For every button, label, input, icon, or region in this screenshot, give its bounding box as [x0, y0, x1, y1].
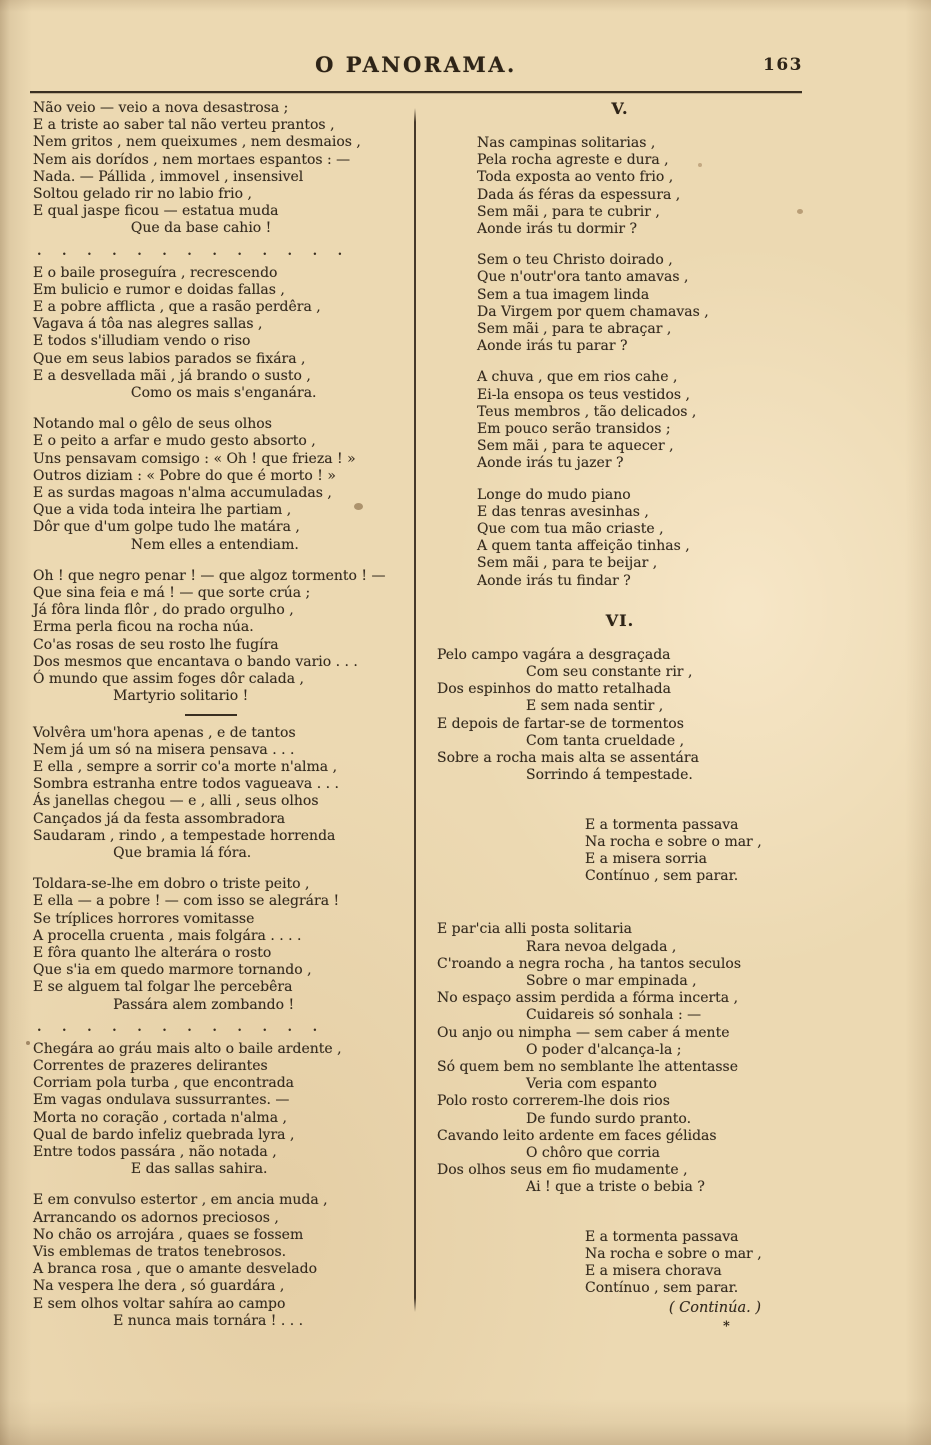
- poem-line: Ó mundo que assim foges dôr calada ,: [33, 671, 304, 688]
- poem-line: Uns pensavam comsigo : « Oh ! que frieza ! »: [33, 450, 356, 467]
- poem-line: Dôr que d'um golpe tudo lhe matára ,: [33, 519, 300, 536]
- poem-line: Vagava á tôa nas alegres sallas ,: [33, 316, 263, 333]
- poem-line: O chôro que corria: [437, 1144, 660, 1161]
- poem-line: C'roando a negra rocha , ha tantos seculos: [437, 955, 742, 972]
- poem-line: Soltou gelado rir no labio frio ,: [33, 186, 252, 203]
- poem-line: E o peito a arfar e mudo gesto absorto ,: [33, 433, 316, 450]
- poem-stanza: [477, 369, 803, 472]
- poem-line: No chão os arrojára , quaes se fossem: [33, 1226, 304, 1243]
- poem-line: Não veio — veio a nova desastrosa ;: [33, 100, 289, 116]
- poem-line: A procella cruenta , mais folgára . . . .: [33, 927, 302, 944]
- poem-line: E fôra quanto lhe alterára o rosto: [33, 944, 272, 961]
- poem-line: Cavando leito ardente em faces gélidas: [437, 1127, 717, 1144]
- poem-line: Nas campinas solitarias ,: [477, 135, 656, 151]
- poem-line: Sem mãi , para te abraçar ,: [477, 321, 672, 338]
- poem-line: Co'as rosas de seu rosto lhe fugíra: [33, 636, 279, 653]
- poem-line: A branca rosa , que o amante desvelado: [33, 1261, 317, 1278]
- poem-stanza: [33, 1192, 413, 1330]
- poem-line: E o baile proseguíra , recrescendo: [33, 264, 278, 281]
- poem-line: E depois de fartar-se de tormentos: [437, 715, 684, 732]
- poem-line: Chegára ao gráu mais alto o baile ardente ,: [33, 1040, 342, 1057]
- poem-line: Em vagas ondulava sussurrantes. —: [33, 1092, 290, 1109]
- poem-line: Pela rocha agreste e dura ,: [477, 152, 669, 169]
- poem-line: E ella — a pobre ! — com isso se alegrára !: [33, 893, 340, 910]
- poem-line: Nem elles a entendiam.: [33, 536, 299, 553]
- poem-line: Que a vida toda inteira lhe partiam ,: [33, 502, 292, 519]
- poem-line: Ou anjo ou nimpha — sem caber á mente: [437, 1024, 730, 1041]
- poem-line: Sem a tua imagem linda: [477, 286, 650, 303]
- poem-line: Dada ás féras da espessura ,: [477, 186, 681, 203]
- poem-line: E nunca mais tornára ! . . .: [33, 1312, 304, 1329]
- poem-line: E a misera chorava: [585, 1262, 722, 1279]
- ink-blot: [26, 1041, 30, 1045]
- poem-line: Longe do mudo piano: [477, 486, 631, 503]
- footnote-mark: *: [723, 1319, 730, 1335]
- poem-line: E a triste ao saber tal não verteu prantos ,: [33, 117, 335, 134]
- poem-line: Que s'ia em quedo marmore tornando ,: [33, 962, 312, 979]
- poem-line: Que com tua mão criaste ,: [477, 521, 664, 538]
- poem-line: Passára alem zombando !: [33, 996, 295, 1013]
- poem-line: Ás janellas chegou — e , alli , seus olhos: [33, 793, 319, 810]
- poem-line: Contínuo , sem parar.: [585, 868, 739, 885]
- poem-line: Martyrio solitario !: [33, 688, 249, 705]
- continuation-note: ( Continúa. ): [668, 1300, 761, 1317]
- section-heading: VI.: [605, 610, 635, 630]
- poem-line: E todos s'illudiam vendo o riso: [33, 333, 251, 350]
- page-title: O PANORAMA.: [315, 52, 517, 77]
- poem-line: Cançados já da festa assombradora: [33, 810, 286, 827]
- column-divider: [414, 108, 416, 1312]
- poem-line: Sobre o mar empinada ,: [437, 972, 697, 989]
- poem-line: Já fôra linda flôr , do prado orgulho ,: [33, 602, 294, 619]
- page-number: 163: [763, 55, 803, 75]
- poem-line: Erma perla ficou na rocha núa.: [33, 619, 254, 636]
- poem-line: Pelo campo vagára a desgraçada: [437, 646, 671, 663]
- poem-line: A quem tanta affeição tinhas ,: [477, 538, 690, 555]
- poem-line: Notando mal o gêlo de seus olhos: [33, 416, 272, 433]
- poem-refrain: [585, 817, 803, 886]
- poem-line: Aonde irás tu parar ?: [477, 338, 628, 355]
- poem-line: O poder d'alcança-la ;: [437, 1041, 682, 1058]
- poem-line: E sem nada sentir ,: [437, 698, 664, 715]
- poem-line: Que bramia lá fóra.: [33, 844, 252, 861]
- poem-line: Nem ais dorídos , nem mortaes espantos : —: [33, 151, 351, 168]
- poem-line: Saudaram , rindo , a tempestade horrenda: [33, 827, 336, 844]
- poem-line: A chuva , que em rios cahe ,: [477, 369, 678, 386]
- poem-line: Aonde irás tu jazer ?: [477, 455, 624, 472]
- ellipsis-separator: . . . . . . . . . . . . .: [37, 243, 343, 259]
- left-column: [33, 100, 413, 1330]
- poem-line: Entre todos passára , não notada ,: [33, 1143, 277, 1160]
- poem-stanza: [33, 725, 413, 863]
- poem-line: E a tormenta passava: [585, 816, 739, 833]
- poem-line: Sombra estranha entre todos vagueava . . .: [33, 776, 339, 793]
- poem-refrain: [585, 1229, 803, 1298]
- poem-stanza: [33, 265, 413, 403]
- poem-line: Se tríplices horrores vomitasse: [33, 910, 255, 927]
- poem-line: Com seu constante rir ,: [437, 664, 693, 681]
- poem-line: Contínuo , sem parar.: [585, 1280, 739, 1297]
- ellipsis-separator: . . . . . . . . . . . .: [37, 1019, 318, 1035]
- poem-stanza: [33, 1041, 413, 1179]
- poem-line: Dos espinhos do matto retalhada: [437, 681, 671, 698]
- poem-line: E a desvellada mãi , já brando o susto ,: [33, 367, 311, 384]
- section-heading: V.: [611, 99, 629, 118]
- poem-line: Sem mãi , para te beijar ,: [477, 555, 658, 572]
- poem-line: E das tenras avesinhas ,: [477, 503, 649, 520]
- poem-line: Que sina feia e má ! — que sorte crúa ;: [33, 585, 311, 602]
- poem-line: E em convulso estertor , em ancia muda ,: [33, 1192, 328, 1209]
- poem-line: Ei-la ensopa os teus vestidos ,: [477, 386, 690, 403]
- poem-line: Na rocha e sobre o mar ,: [585, 833, 762, 850]
- poem-line: Sorrindo á tempestade.: [437, 767, 693, 784]
- poem-stanza: [477, 135, 803, 238]
- poem-line: Como os mais s'enganára.: [33, 385, 317, 402]
- poem-line: Veria com espanto: [437, 1076, 657, 1093]
- poem-line: Dos olhos seus em fio mudamente ,: [437, 1162, 688, 1179]
- poem-stanza: [437, 921, 803, 1196]
- poem-line: Sobre a rocha mais alta se assentára: [437, 750, 699, 767]
- poem-line: Teus membros , tão delicados ,: [477, 403, 697, 420]
- poem-line: Toldara-se-lhe em dobro o triste peito ,: [33, 876, 310, 893]
- poem-line: De fundo surdo pranto.: [437, 1110, 692, 1127]
- poem-line: Arrancando os adornos preciosos ,: [33, 1209, 279, 1226]
- poem-line: Dos mesmos que encantava o bando vario . . .: [33, 653, 358, 670]
- poem-line: E a pobre afflicta , que a rasão perdêra ,: [33, 299, 321, 316]
- poem-stanza: [33, 416, 413, 554]
- poem-line: E a tormenta passava: [585, 1228, 739, 1245]
- poem-line: E sem olhos voltar sahíra ao campo: [33, 1295, 286, 1312]
- poem-line: Rara nevoa delgada ,: [437, 938, 677, 955]
- poem-line: E a misera sorria: [585, 850, 708, 867]
- poem-line: Oh ! que negro penar ! — que algoz tormento ! —: [33, 567, 386, 584]
- poem-line: Nem gritos , nem queixumes , nem desmaios ,: [33, 134, 361, 151]
- poem-line: Que da base cahio !: [33, 220, 272, 237]
- poem-line: Toda exposta ao vento frio ,: [477, 169, 674, 186]
- poem-line: Nem já um só na misera pensava . . .: [33, 741, 295, 758]
- poem-line: E ella , sempre a sorrir co'a morte n'alma ,: [33, 758, 338, 775]
- poem-line: Só quem bem no semblante lhe attentasse: [437, 1058, 738, 1075]
- poem-line: E das sallas sahira.: [33, 1161, 268, 1178]
- poem-line: E par'cia alli posta solitaria: [437, 921, 632, 938]
- poem-line: Sem mãi , para te cubrir ,: [477, 203, 660, 220]
- poem-line: Vis emblemas de tratos tenebrosos.: [33, 1243, 287, 1260]
- poem-stanza: [437, 647, 803, 785]
- poem-line: Aonde irás tu findar ?: [477, 572, 631, 589]
- poem-line: Com tanta crueldade ,: [437, 732, 685, 749]
- poem-line: Sem mãi , para te aquecer ,: [477, 438, 674, 455]
- poem-line: Em bulicio e rumor e doidas fallas ,: [33, 281, 285, 298]
- poem-line: Polo rosto correrem-lhe dois rios: [437, 1093, 670, 1110]
- poem-line: Corriam pola turba , que encontrada: [33, 1075, 295, 1092]
- poem-stanza: [477, 252, 803, 355]
- poem-stanza: [33, 100, 413, 238]
- poem-line: E as surdas magoas n'alma accumuladas ,: [33, 485, 332, 502]
- poem-line: Aonde irás tu dormir ?: [477, 221, 637, 238]
- poem-line: Que n'outr'ora tanto amavas ,: [477, 269, 689, 286]
- poem-line: Da Virgem por quem chamavas ,: [477, 303, 709, 320]
- section-divider: [185, 714, 237, 716]
- poem-stanza: [33, 568, 413, 706]
- poem-line: E se alguem tal folgar lhe percebêra: [33, 979, 293, 996]
- header-rule: [30, 91, 802, 93]
- poem-line: Na vespera lhe dera , só guardára ,: [33, 1278, 285, 1295]
- poem-stanza: [33, 876, 413, 1014]
- poem-line: Correntes de prazeres delirantes: [33, 1057, 268, 1074]
- poem-line: Qual de bardo infeliz quebrada lyra ,: [33, 1126, 295, 1143]
- poem-line: Volvêra um'hora apenas , e de tantos: [33, 724, 296, 741]
- poem-line: No espaço assim perdida a fórma incerta ,: [437, 990, 739, 1007]
- poem-line: Na rocha e sobre o mar ,: [585, 1245, 762, 1262]
- poem-line: Sem o teu Christo doirado ,: [477, 252, 673, 269]
- poem-line: Outros diziam : « Pobre do que é morto ! »: [33, 467, 336, 484]
- poem-line: E qual jaspe ficou — estatua muda: [33, 203, 279, 220]
- poem-line: Cuidareis só sonhala : —: [437, 1007, 702, 1024]
- poem-line: Nada. — Pállida , immovel , insensivel: [33, 168, 304, 185]
- poem-line: Morta no coração , cortada n'alma ,: [33, 1109, 287, 1126]
- right-column: [437, 100, 803, 1333]
- poem-stanza: [477, 487, 803, 590]
- poem-line: Em pouco serão transidos ;: [477, 421, 671, 438]
- poem-line: Ai ! que a triste o bebia ?: [437, 1179, 705, 1196]
- poem-line: Que em seus labios parados se fixára ,: [33, 350, 306, 367]
